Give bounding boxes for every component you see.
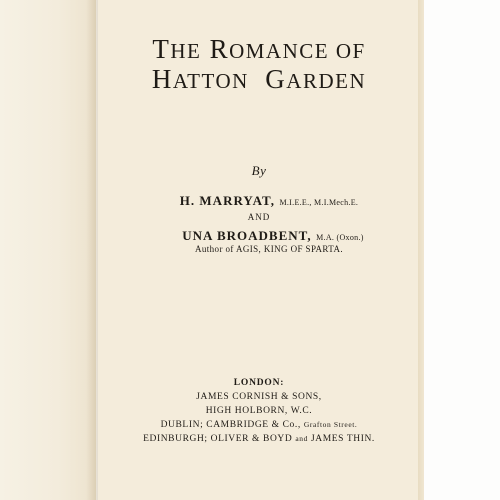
background-margin [424, 0, 500, 500]
author-second [112, 227, 434, 245]
author-first-name: H. MARRYAT, [179, 193, 275, 208]
imprint-dublin: DUBLIN; CAMBRIDGE & Co., Grafton Street. [160, 420, 358, 430]
imprint-edinburgh: EDINBURGH; OLIVER & BOYD and JAMES THIN. [143, 434, 375, 444]
title-line-1: THE ROMANCE OF [152, 34, 366, 64]
title-line-2: HATTON GARDEN [151, 64, 367, 94]
imprint-publisher: JAMES CORNISH & SONS, [196, 392, 322, 402]
imprint-city: LONDON: [233, 378, 285, 388]
author-second-note: Author of AGIS, KING OF SPARTA. [194, 244, 344, 254]
byline: By [251, 163, 267, 178]
facing-page-margin [0, 0, 96, 500]
author-second-credentials: M.A. (Oxon.) [316, 233, 364, 242]
imprint-address: HIGH HOLBORN, W.C. [205, 406, 313, 416]
author-first [108, 192, 430, 210]
author-first-credentials: M.I.E.E., M.I.Mech.E. [279, 198, 359, 207]
author-second-name: UNA BROADBENT, [182, 228, 312, 243]
author-conjunction: AND [247, 212, 271, 222]
